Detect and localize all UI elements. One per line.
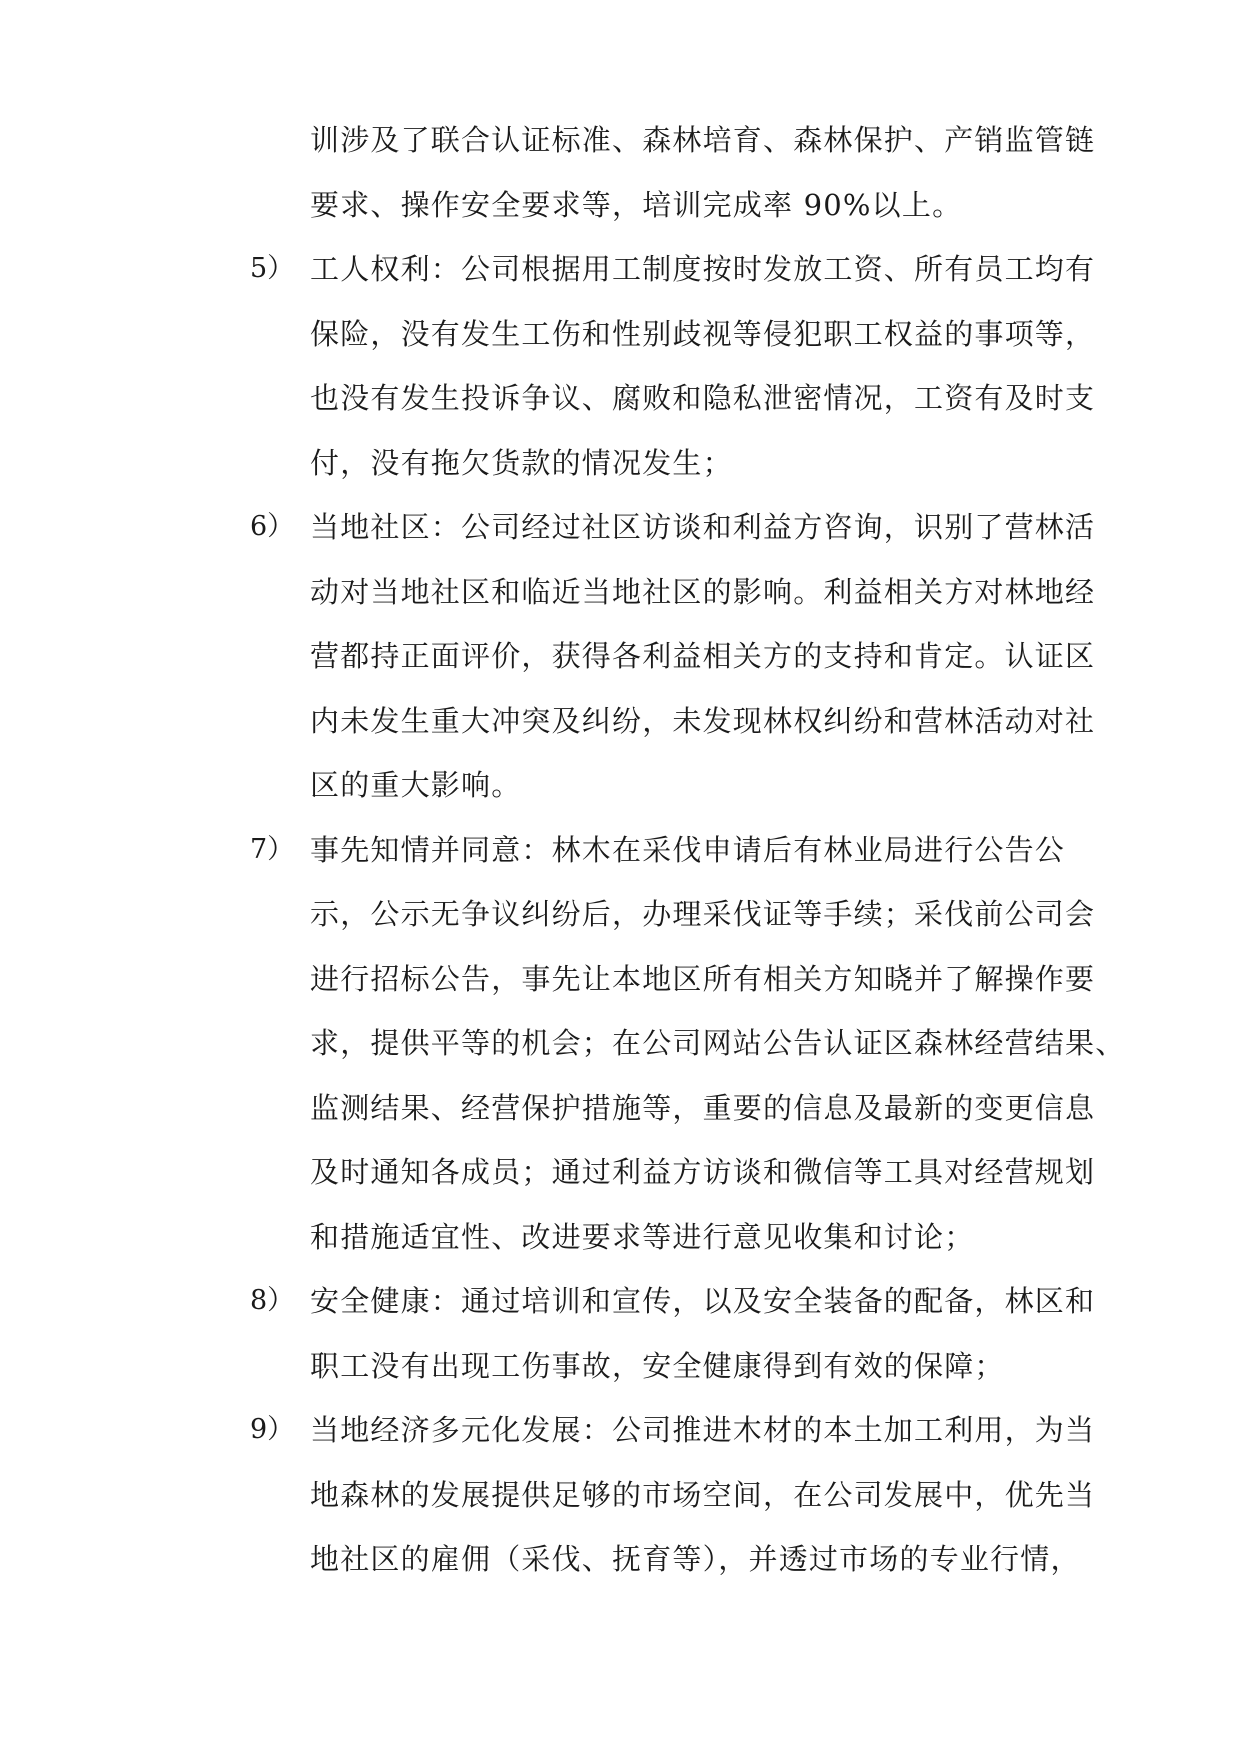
item-number: 9） [250, 1414, 295, 1445]
item-number: 6） [250, 511, 295, 542]
text-line: 和措施适宜性、改进要求等进行意见收集和讨论； [310, 1219, 975, 1254]
document-body [250, 108, 1126, 1592]
list-item-6 [250, 495, 1096, 818]
list-item-8 [250, 1269, 1096, 1398]
text-line: 训涉及了联合认证标准、森林培育、森林保护、产销监管链 [310, 123, 1096, 157]
item-text [310, 237, 1096, 495]
text-line: 当地经济多元化发展：公司推进木材的本土加工利用，为当 [310, 1413, 1096, 1447]
text-line: 安全健康：通过培训和宣传，以及安全装备的配备，林区和 [310, 1284, 1096, 1318]
item-number: 5） [250, 253, 295, 284]
item-text [310, 495, 1096, 818]
list-item-5 [250, 237, 1096, 495]
text-line: 当地社区：公司经过社区访谈和利益方咨询，识别了营林活 [310, 510, 1096, 544]
item-text [310, 1398, 1096, 1592]
text-line: 示，公示无争议纠纷后，办理采伐证等手续；采伐前公司会 [310, 897, 1096, 931]
text-line: 事先知情并同意：林木在采伐申请后有林业局进行公告公 [310, 832, 1066, 867]
text-line: 进行招标公告，事先让本地区所有相关方知晓并了解操作要 [310, 961, 1096, 996]
text-line: 要求、操作安全要求等，培训完成率 90%以上。 [310, 187, 963, 222]
text-line: 工人权利：公司根据用工制度按时发放工资、所有员工均有 [310, 252, 1096, 286]
text-line: 区的重大影响。 [310, 768, 522, 802]
continuation-paragraph [250, 108, 1096, 237]
text-line: 监测结果、经营保护措施等，重要的信息及最新的变更信息 [310, 1090, 1096, 1125]
list-item-9 [250, 1398, 1096, 1592]
text-line: 地社区的雇佣（采伐、抚育等），并透过市场的专业行情， [310, 1542, 1081, 1576]
text-line: 营都持正面评价，获得各利益相关方的支持和肯定。认证区 [310, 639, 1096, 673]
text-line: 也没有发生投诉争议、腐败和隐私泄密情况，工资有及时支 [310, 381, 1096, 415]
item-number: 7） [250, 833, 295, 865]
list-item-7 [250, 818, 1126, 1270]
text-line: 保险，没有发生工伤和性别歧视等侵犯职工权益的事项等， [310, 316, 1096, 351]
text-line: 职工没有出现工伤事故，安全健康得到有效的保障； [310, 1348, 1005, 1383]
text-line: 付，没有拖欠货款的情况发生； [310, 445, 733, 480]
text-line: 及时通知各成员；通过利益方访谈和微信等工具对经营规划 [310, 1155, 1096, 1189]
item-text [310, 818, 1126, 1270]
item-number: 8） [250, 1285, 295, 1316]
text-line: 地森林的发展提供足够的市场空间，在公司发展中，优先当 [310, 1477, 1096, 1512]
text-line: 内未发生重大冲突及纠纷，未发现林权纠纷和营林活动对社 [310, 703, 1096, 738]
text-line: 动对当地社区和临近当地社区的影响。利益相关方对林地经 [310, 574, 1096, 609]
text-line: 求，提供平等的机会；在公司网站公告认证区森林经营结果、 [310, 1026, 1126, 1060]
item-text [310, 1269, 1096, 1398]
